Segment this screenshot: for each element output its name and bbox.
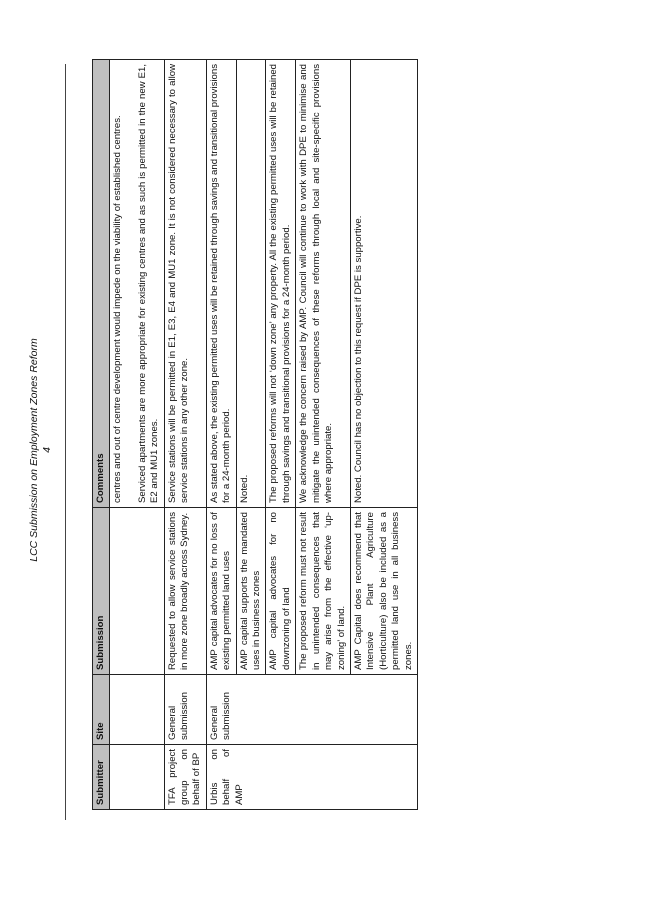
header-divider [65, 64, 66, 820]
cell-site: General submission [164, 675, 206, 745]
cell-submission: AMP capital advocates for no downzoning of land [266, 508, 296, 675]
running-header [28, 200, 78, 700]
table-header-row [93, 60, 110, 810]
cell-submission: AMP capital supports the mandated uses in business zones [236, 508, 266, 675]
submissions-table-container [92, 60, 512, 810]
column-header-submitter: Submitter [93, 745, 110, 810]
cell-site: General submission [206, 675, 417, 745]
cell-submitter: Urbis on behalf of AMP [206, 745, 417, 810]
table-row [164, 60, 206, 810]
cell-submission: AMP Capital does recommend that Intensive Plant Agriculture (Horticulture) also be included as a permitted land use in all business zones. [350, 508, 417, 675]
cell-submitter [110, 745, 164, 810]
cell-comments [110, 60, 164, 508]
cell-comments: As stated above, the existing permitted uses will be retained through savings and transitional provisions for a 24-month period. [206, 60, 236, 508]
cell-submission: AMP capital advocates for no loss of existing permitted land uses [206, 508, 236, 675]
header-title: LCC Submission on Employment Zones Reform [28, 338, 40, 562]
table-row [206, 60, 236, 810]
cell-comments: Service stations will be permitted in E1, E3, E4 and MU1 zone. It is not considered necessary to allow service stations in any other zone. [164, 60, 206, 508]
column-header-comments: Comments [93, 60, 110, 508]
comment-paragraph: Serviced apartments are more appropriate for existing centres and as such is permitted in the new E1, E2 and MU1 zones. [136, 64, 161, 503]
header-page-number: 4 [41, 447, 53, 453]
cell-comments: Noted. Council has no objection to this request if DPE is supportive. [350, 60, 417, 508]
table-row [110, 60, 164, 810]
column-header-submission: Submission [93, 508, 110, 675]
cell-submitter: TFA project group on behalf of BP [164, 745, 206, 810]
cell-submission [110, 508, 164, 675]
submissions-table [92, 59, 418, 810]
column-header-site: Site [93, 675, 110, 745]
cell-site [110, 675, 164, 745]
cell-submission: The proposed reform must not result in unintended consequences that may arise from the effective ‘up-zoning’ of land. [296, 508, 351, 675]
cell-comments: The proposed reforms will not ‘down zone’ any property. All the existing permitted uses will be retained through savings and transitional provisions for a 24-month period. [266, 60, 296, 508]
cell-submission: Requested to allow service stations in more zone broadly across Sydney. [164, 508, 206, 675]
cell-comments: We acknowledge the concern raised by AMP. Council will continue to work with DPE to minimise and mitigate the unintended consequences of these reforms through local and site-specific provisions where appropriate. [296, 60, 351, 508]
cell-comments: Noted. [236, 60, 266, 508]
comment-paragraph: centres and out of centre development would impede on the viability of established centres. [112, 115, 124, 503]
